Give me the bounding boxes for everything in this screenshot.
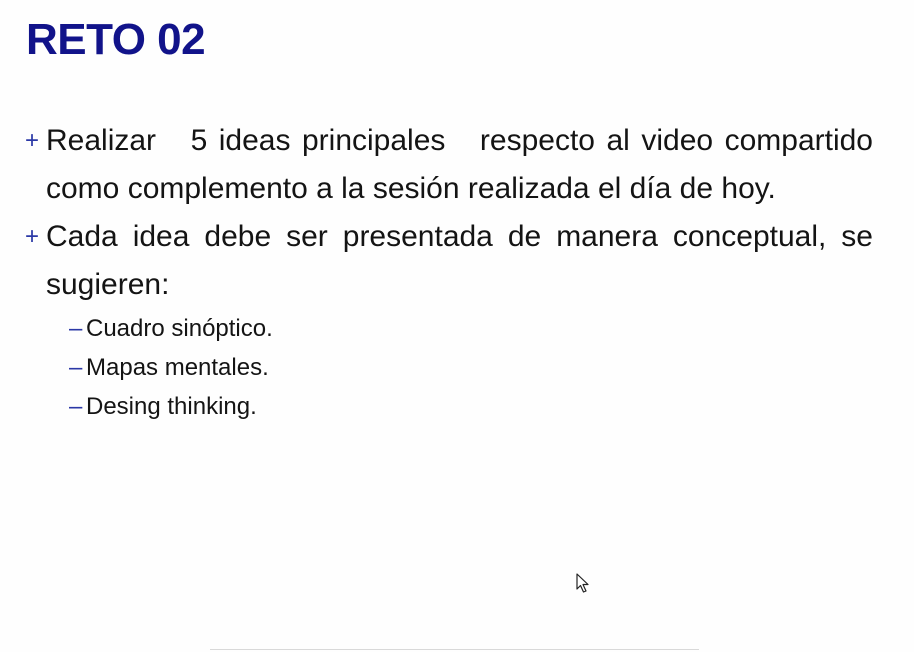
bullet-list	[25, 117, 890, 426]
bullet-item	[25, 117, 890, 213]
sub-bullet-item	[69, 387, 873, 426]
dash-bullet-icon: –	[69, 354, 83, 381]
bullet-text: Cada idea debe ser presentada de manera conceptual, se sugieren:	[46, 220, 873, 301]
slide-title: RETO 02	[26, 15, 206, 64]
plus-bullet-icon: +	[25, 223, 40, 250]
mouse-pointer-icon	[576, 573, 590, 593]
plus-bullet-icon: +	[25, 127, 40, 154]
dash-bullet-icon: –	[69, 315, 83, 342]
bullet-text: Realizar 5 ideas principales respecto al video compartido como complemento a la sesión realizada el día de hoy.	[46, 124, 890, 205]
bullet-item	[25, 213, 873, 426]
sub-bullet-item	[69, 309, 873, 348]
sub-bullet-text: Desing thinking.	[86, 393, 257, 420]
dash-bullet-icon: –	[69, 393, 83, 420]
sub-bullet-text: Cuadro sinóptico.	[86, 315, 273, 342]
bottom-divider	[210, 649, 699, 650]
sub-bullet-text: Mapas mentales.	[86, 354, 269, 381]
sub-bullet-list	[46, 309, 873, 426]
sub-bullet-item	[69, 348, 873, 387]
